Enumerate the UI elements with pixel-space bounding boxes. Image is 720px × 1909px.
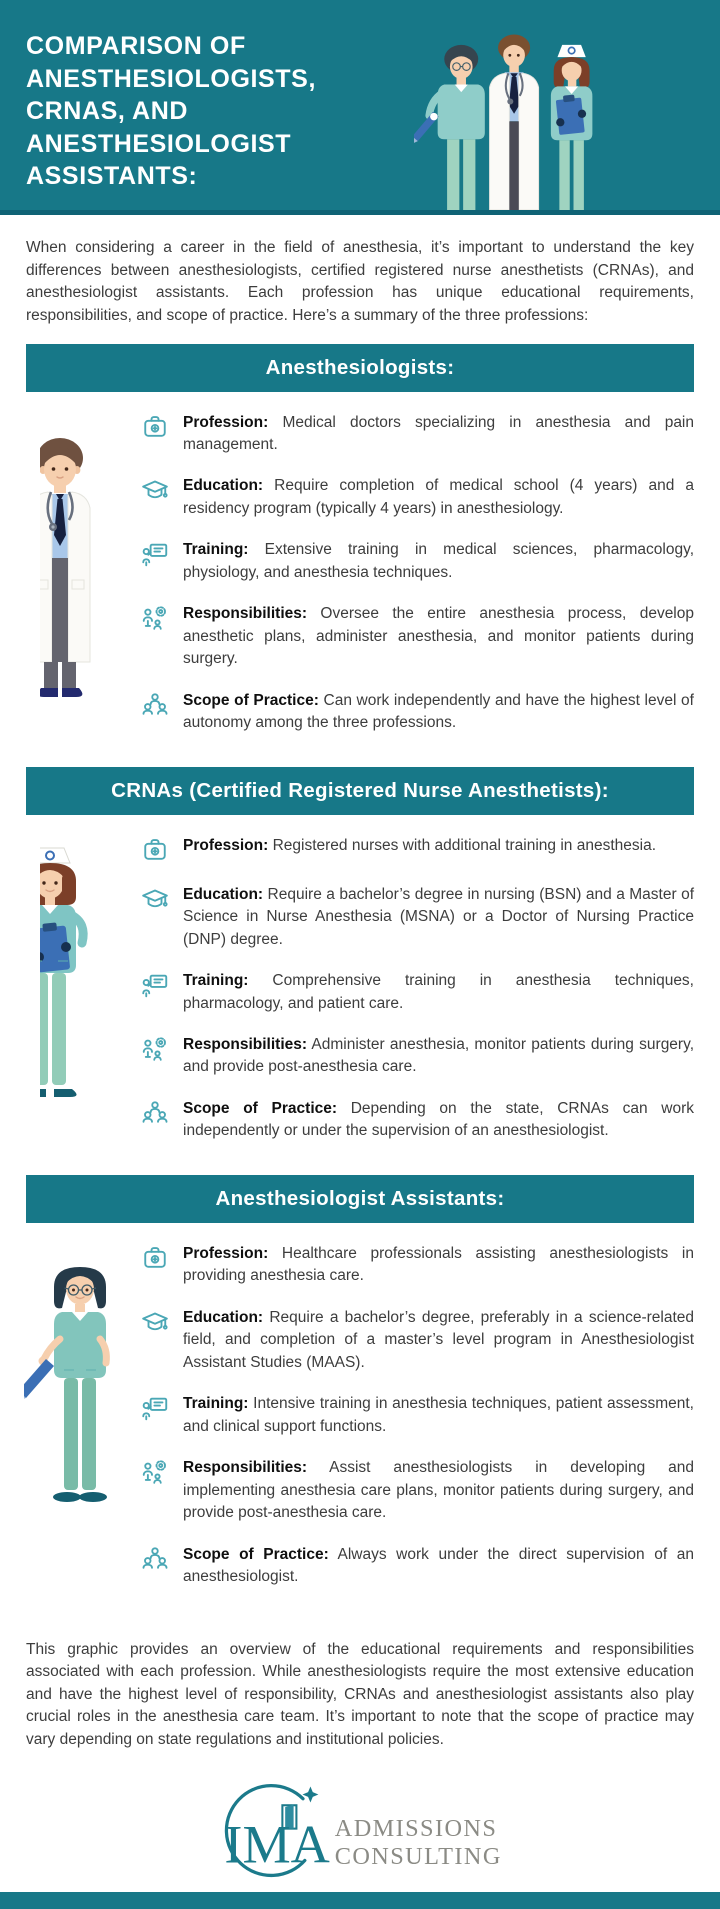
graduation-cap-icon <box>140 884 170 914</box>
item-text: Registered nurses with additional training in anesthesia. <box>272 836 656 854</box>
item-label: Training: <box>183 541 249 559</box>
list-item <box>140 1457 694 1524</box>
section-title: Anesthesiologists: <box>265 355 455 379</box>
training-icon <box>140 1393 170 1423</box>
list-item <box>140 1098 694 1143</box>
logo-star-icon <box>302 1786 318 1802</box>
item-label: Scope of Practice: <box>183 691 319 709</box>
footer-logo <box>195 1780 525 1881</box>
training-icon <box>140 970 170 1000</box>
team-icon <box>140 1098 170 1128</box>
list-item <box>140 603 694 670</box>
list-item <box>140 835 694 865</box>
section-title: CRNAs (Certified Registered Nurse Anesthetists): <box>111 778 609 802</box>
section-header-crnas <box>26 767 694 815</box>
responsibilities-icon <box>140 1034 170 1064</box>
item-label: Profession: <box>183 413 269 431</box>
item-label: Education: <box>183 885 264 903</box>
logo-text-line2: CONSULTING <box>334 1842 502 1870</box>
section-header-assistants <box>26 1175 694 1223</box>
header-illustration <box>414 10 650 210</box>
team-icon <box>140 1544 170 1574</box>
header-banner <box>0 0 720 215</box>
item-label: Profession: <box>183 836 269 854</box>
intro-paragraph: When considering a career in the field of anesthesia, it’s important to understand the key differences between anesthesiologists, certified registered nurse anesthetists (CRNAs), and anesthesiologist assistants. Each profession has unique educational requirements, responsibilities, and scope of practice. Here’s a summary of the three professions: <box>26 239 694 324</box>
item-label: Responsibilities: <box>183 605 308 623</box>
section-content-anesthesiologists <box>0 392 720 743</box>
team-icon <box>140 690 170 720</box>
list-item <box>140 1243 694 1288</box>
item-text: Require a bachelor’s degree in nursing (BSN) and a Master of Science in Nurse Anesthesia (MSNA) or a Doctor of Nursing Practice (DNP) degree. <box>183 885 694 948</box>
item-label: Education: <box>183 1308 264 1326</box>
section-item-list <box>140 835 694 1143</box>
item-text: Can work independently and have the highest level of autonomy among the three professions. <box>183 691 694 732</box>
responsibilities-icon <box>140 1457 170 1487</box>
outro-paragraph: This graphic provides an overview of the educational requirements and responsibilities associated with each profession. While anesthesiologists require the most extensive education and have the highest level of responsibility, CRNAs and anesthesiologist assistants also play crucial roles in the anesthesia care team. It’s important to note that the scope of practice may vary depending on state regulations and institutional policies. <box>26 1640 694 1748</box>
logo-monogram: IMA <box>224 1813 330 1874</box>
item-label: Training: <box>183 1395 249 1413</box>
item-text: Medical doctors specializing in anesthesia and pain management. <box>183 413 694 453</box>
list-item <box>140 539 694 584</box>
list-item <box>140 1544 694 1589</box>
item-label: Scope of Practice: <box>183 1545 329 1563</box>
item-text: Oversee the entire anesthesia process, develop anesthetic plans, administer anesthesia, and monitor patients during surgery. <box>183 605 694 668</box>
nurse-illustration <box>20 835 140 1143</box>
responsibilities-icon <box>140 603 170 633</box>
training-icon <box>140 539 170 569</box>
item-text: Administer anesthesia, monitor patients during surgery, and provide post-anesthesia care. <box>183 1036 694 1076</box>
ima-admissions-consulting-logo <box>195 1780 525 1881</box>
assistant-illustration <box>20 1243 140 1589</box>
list-item <box>140 1393 694 1438</box>
item-label: Responsibilities: <box>183 1036 308 1053</box>
list-item <box>140 1034 694 1079</box>
item-label: Scope of Practice: <box>183 1099 338 1117</box>
page-title: COMPARISON OF ANESTHESIOLOGISTS, CRNAS, AND ANESTHESIOLOGIST ASSISTANTS: <box>26 32 316 190</box>
section-title: Anesthesiologist Assistants: <box>215 1186 505 1210</box>
item-text: Require a bachelor’s degree, preferably in a science-related field, and completion of a master’s level program in Anesthesiologist Assistant Studies (MAAS). <box>183 1308 695 1371</box>
list-item <box>140 970 694 1015</box>
item-label: Education: <box>183 477 264 495</box>
three-medical-professionals-illustration <box>414 10 650 210</box>
item-text: Depending on the state, CRNAs can work independently or under the supervision of an anesthesiologist. <box>183 1099 694 1140</box>
logo-text-line1: ADMISSIONS <box>334 1814 498 1842</box>
briefcase-icon <box>140 835 170 865</box>
list-item <box>140 690 694 735</box>
graduation-cap-icon <box>140 475 170 505</box>
list-item <box>140 1307 694 1374</box>
section-header-anesthesiologists <box>26 344 694 392</box>
item-text: Healthcare professionals assisting anesthesiologists in providing anesthesia care. <box>183 1244 694 1285</box>
item-text: Extensive training in medical sciences, pharmacology, physiology, and anesthesia techniques. <box>183 541 694 581</box>
section-item-list <box>140 1243 694 1589</box>
bottom-bar <box>0 1892 720 1909</box>
item-text: Require completion of medical school (4 years) and a residency program (typically 4 years) in anesthesiology. <box>183 477 694 517</box>
item-label: Profession: <box>183 1244 269 1262</box>
doctor-illustration <box>20 412 140 735</box>
briefcase-icon <box>140 412 170 442</box>
item-label: Training: <box>183 972 249 990</box>
graduation-cap-icon <box>140 1307 170 1337</box>
item-text: Intensive training in anesthesia techniques, patient assessment, and clinical support functions. <box>183 1395 694 1435</box>
item-text: Always work under the direct supervision of an anesthesiologist. <box>183 1545 694 1586</box>
list-item <box>140 884 694 951</box>
item-text: Assist anesthesiologists in developing and implementing anesthesia care plans, monitor patients during surgery, and provide post-anesthesia care. <box>183 1459 694 1522</box>
list-item <box>140 412 694 457</box>
briefcase-icon <box>140 1243 170 1273</box>
section-content-assistants <box>0 1223 720 1597</box>
list-item <box>140 475 694 520</box>
item-text: Comprehensive training in anesthesia techniques, pharmacology, and patient care. <box>183 972 694 1012</box>
section-content-crnas <box>0 815 720 1151</box>
section-item-list <box>140 412 694 735</box>
item-label: Responsibilities: <box>183 1459 308 1477</box>
